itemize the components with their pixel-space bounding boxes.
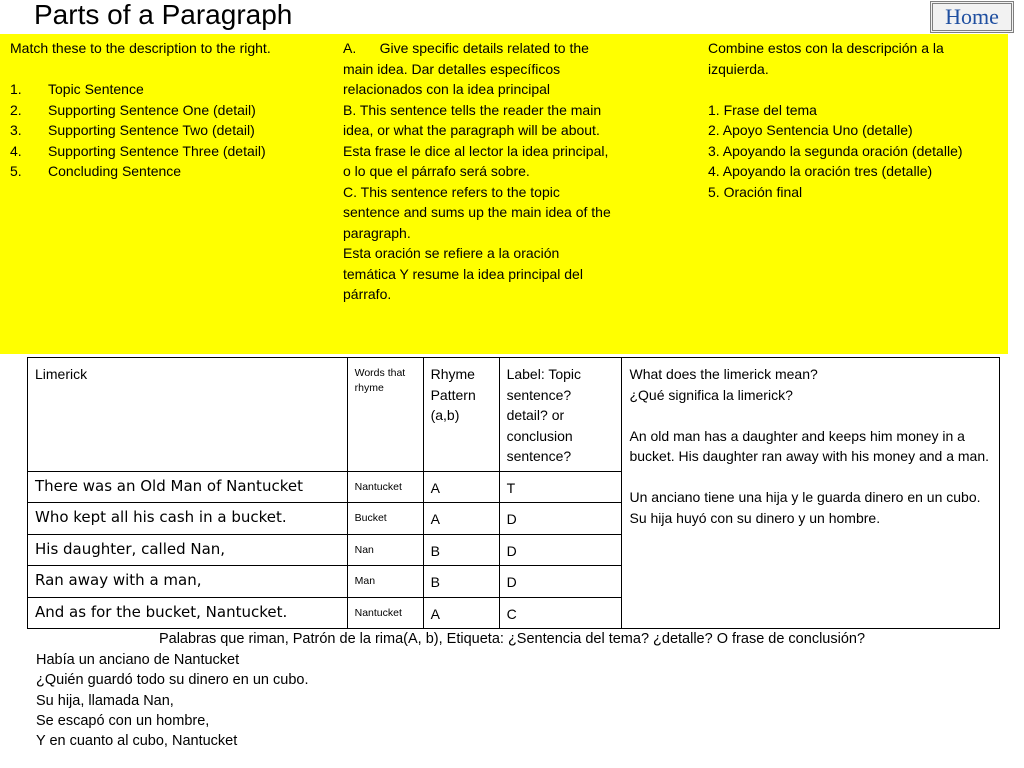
list-item: 4. Apoyando la oración tres (detalle) <box>708 163 933 179</box>
description-c-spanish: Esta oración se refiere a la oración temática Y resume la idea principal del párrafo. <box>343 245 583 302</box>
header-rhyme-pattern: Rhyme Pattern (a,b) <box>423 358 499 472</box>
limerick-table <box>27 357 1000 629</box>
rhyme-pattern: A <box>423 503 499 535</box>
list-item <box>10 100 330 121</box>
home-button[interactable]: Home <box>930 1 1014 33</box>
spanish-line: Y en cuanto al cubo, Nantucket <box>36 733 238 750</box>
list-number: 5. <box>10 163 22 179</box>
rhyme-word: Nan <box>347 534 423 566</box>
list-text: Supporting Sentence Two (detail) <box>48 122 255 138</box>
list-item <box>10 79 330 100</box>
list-item <box>10 120 330 141</box>
description-a-text: Give specific details related to the main idea. Dar detalles específicos relacionados con la idea principal <box>343 40 589 97</box>
sentence-label: C <box>499 597 622 629</box>
description-a <box>343 38 611 100</box>
meaning-answer-en: An old man has a daughter and keeps him money in a bucket. His daughter ran away with his money and a man. <box>629 427 990 464</box>
rhyme-word: Nantucket <box>347 471 423 503</box>
english-part-list <box>10 79 330 182</box>
spanish-line: Se escapó con un hombre, <box>36 712 210 729</box>
spanish-line: Su hija, llamada Nan, <box>36 692 174 709</box>
header-limerick: Limerick <box>28 358 348 472</box>
list-text: Supporting Sentence One (detail) <box>48 101 256 118</box>
spanish-list-column <box>708 38 1003 202</box>
english-intro: Match these to the description to the right. <box>10 40 271 56</box>
description-a-letter: A. <box>343 40 357 56</box>
rhyme-pattern: B <box>423 534 499 566</box>
rhyme-pattern: B <box>423 566 499 598</box>
sentence-label: D <box>499 503 622 535</box>
list-item <box>10 141 330 162</box>
rhyme-pattern: A <box>423 597 499 629</box>
header-words-that-rhyme: Words that rhyme <box>347 358 423 472</box>
list-item: 2. Apoyo Sentencia Uno (detalle) <box>708 122 913 138</box>
english-list-column <box>10 38 330 182</box>
list-text: Topic Sentence <box>48 81 144 97</box>
description-b: B. This sentence tells the reader the main idea, or what the paragraph will be about. Esta frase le dice al lector la idea principal, o lo que el párrafo será sobre. <box>343 101 609 179</box>
limerick-line: There was an Old Man of Nantucket <box>28 471 348 503</box>
description-column <box>343 38 611 305</box>
limerick-line: His daughter, called Nan, <box>28 534 348 566</box>
description-c: C. This sentence refers to the topic sentence and sums up the main idea of the paragraph. <box>343 183 611 241</box>
rhyme-word: Man <box>347 566 423 598</box>
sentence-label: D <box>499 534 622 566</box>
limerick-meaning-cell <box>622 358 1000 629</box>
list-item: 1. Frase del tema <box>708 101 817 118</box>
rhyme-pattern: A <box>423 471 499 503</box>
rhyme-word: Nantucket <box>347 597 423 629</box>
spanish-line: Había un anciano de Nantucket <box>36 652 240 668</box>
limerick-line: Ran away with a man, <box>28 566 348 598</box>
spanish-intro: Combine estos con la descripción a la izquierda. <box>708 40 944 77</box>
rhyme-word: Bucket <box>347 503 423 535</box>
list-number: 2. <box>10 101 22 118</box>
limerick-line: And as for the bucket, Nantucket. <box>28 597 348 629</box>
list-item: 5. Oración final <box>708 183 803 200</box>
list-item <box>10 161 330 182</box>
spanish-limerick <box>36 650 308 751</box>
list-number: 3. <box>10 122 22 138</box>
sentence-label: T <box>499 471 622 503</box>
page-title: Parts of a Paragraph <box>34 0 293 30</box>
list-text: Supporting Sentence Three (detail) <box>48 142 266 159</box>
meaning-answer-es: Un anciano tiene una hija y le guarda dinero en un cubo. Su hija huyó con su dinero y un hombre. <box>629 489 981 526</box>
list-number: 1. <box>10 81 22 97</box>
list-item: 3. Apoyando la segunda oración (detalle) <box>708 142 963 159</box>
spanish-header-line: Palabras que riman, Patrón de la rima(A, b), Etiqueta: ¿Sentencia del tema? ¿detalle? O frase de conclusión? <box>158 631 866 647</box>
meaning-question-en: What does the limerick mean? <box>629 366 818 382</box>
list-number: 4. <box>10 142 22 159</box>
spanish-line: ¿Quién guardó todo su dinero en un cubo. <box>36 672 309 689</box>
sentence-label: D <box>499 566 622 598</box>
list-text: Concluding Sentence <box>48 163 182 179</box>
meaning-question-es: ¿Qué significa la limerick? <box>629 386 793 403</box>
limerick-line: Who kept all his cash in a bucket. <box>28 503 348 535</box>
header-label: Label: Topic sentence? detail? or conclusion sentence? <box>499 358 622 472</box>
